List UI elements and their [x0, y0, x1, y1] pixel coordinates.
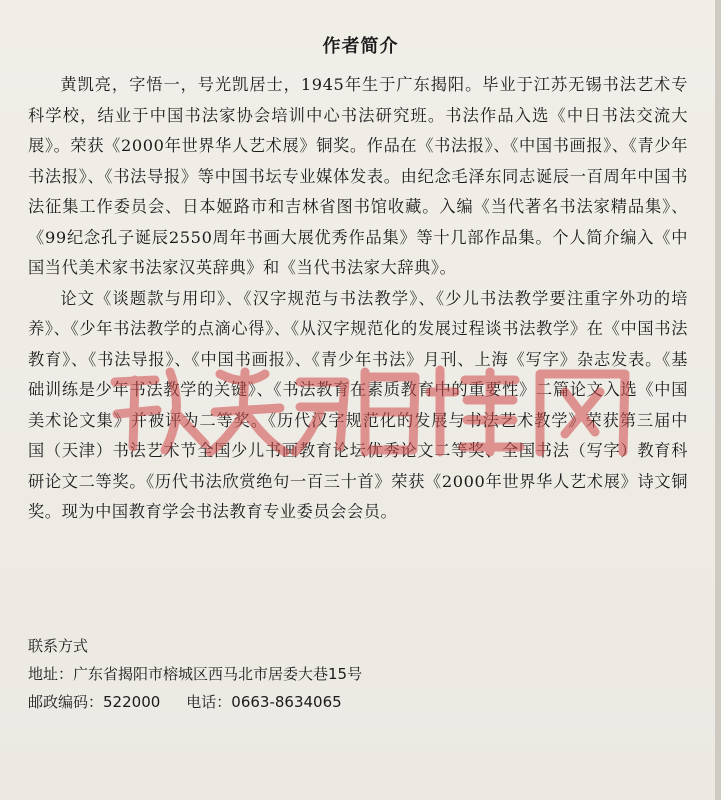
bio-paragraph-1: 黄凯亮，字悟一，号光凯居士，1945年生于广东揭阳。毕业于江苏无锡书法艺术专科学校，结业于中国书法家协会培训中心书法研究班。书法作品入选《中日书法交流大展》。荣获《2000年世界华人艺术展》铜奖。作品在《书法报》、《中国书画报》、《青少年书法报》、《书法导报》等中国书坛专业媒体发表。由纪念毛泽东同志诞辰一百周年中国书法征集工作委员会、日本姬路市和吉林省图书馆收藏。入编《当代著名书法家精品集》、《99纪念孔子诞辰2550周年书画大展优秀作品集》等十几部作品集。个人简介编入《中国当代美术家书法家汉英辞典》和《当代书法家大辞典》。 — [28, 75, 688, 277]
phone-label: 电话： — [186, 693, 232, 711]
address-label: 地址： — [28, 665, 74, 683]
postcode-label: 邮政编码： — [28, 693, 104, 711]
page-title: 作者简介 — [322, 36, 399, 57]
postcode-phone-line — [28, 688, 362, 716]
postcode-value: 522000 — [103, 693, 161, 711]
bio-paragraph-2: 论文《谈题款与用印》、《汉字规范与书法教学》、《少儿书法教学要注重字外功的培养》、《少年书法教学的点滴心得》、《从汉字规范化的发展过程谈书法教学》在《中国书法教育》、《书法导报》、《中国书画报》、《青少年书法》月刊、上海《写字》杂志发表。《基础训练是少年书法教学的关键》、《书法教育在素质教育中的重要性》二篇论文入选《中国美术论文集》并被评为二等奖。《历代汉字规范化的发展与书法艺术教学》荣获第三届中国（天津）书法艺术节全国少儿书画教育论坛优秀论文二等奖、全国书法（写字）教育科研论文二等奖。《历代书法欣赏绝句一百三十首》荣获《2000年世界华人艺术展》诗文铜奖。现为中国教育学会书法教育专业委员会会员。 — [28, 288, 688, 521]
phone-value: 0663-8634065 — [231, 693, 342, 711]
contact-heading: 联系方式 — [28, 637, 89, 655]
contact-section — [28, 632, 362, 716]
address-line — [28, 660, 362, 688]
address-value: 广东省揭阳市榕城区西马北市居委大巷15号 — [73, 665, 363, 683]
author-bio — [28, 70, 688, 528]
page-edge — [715, 0, 721, 800]
